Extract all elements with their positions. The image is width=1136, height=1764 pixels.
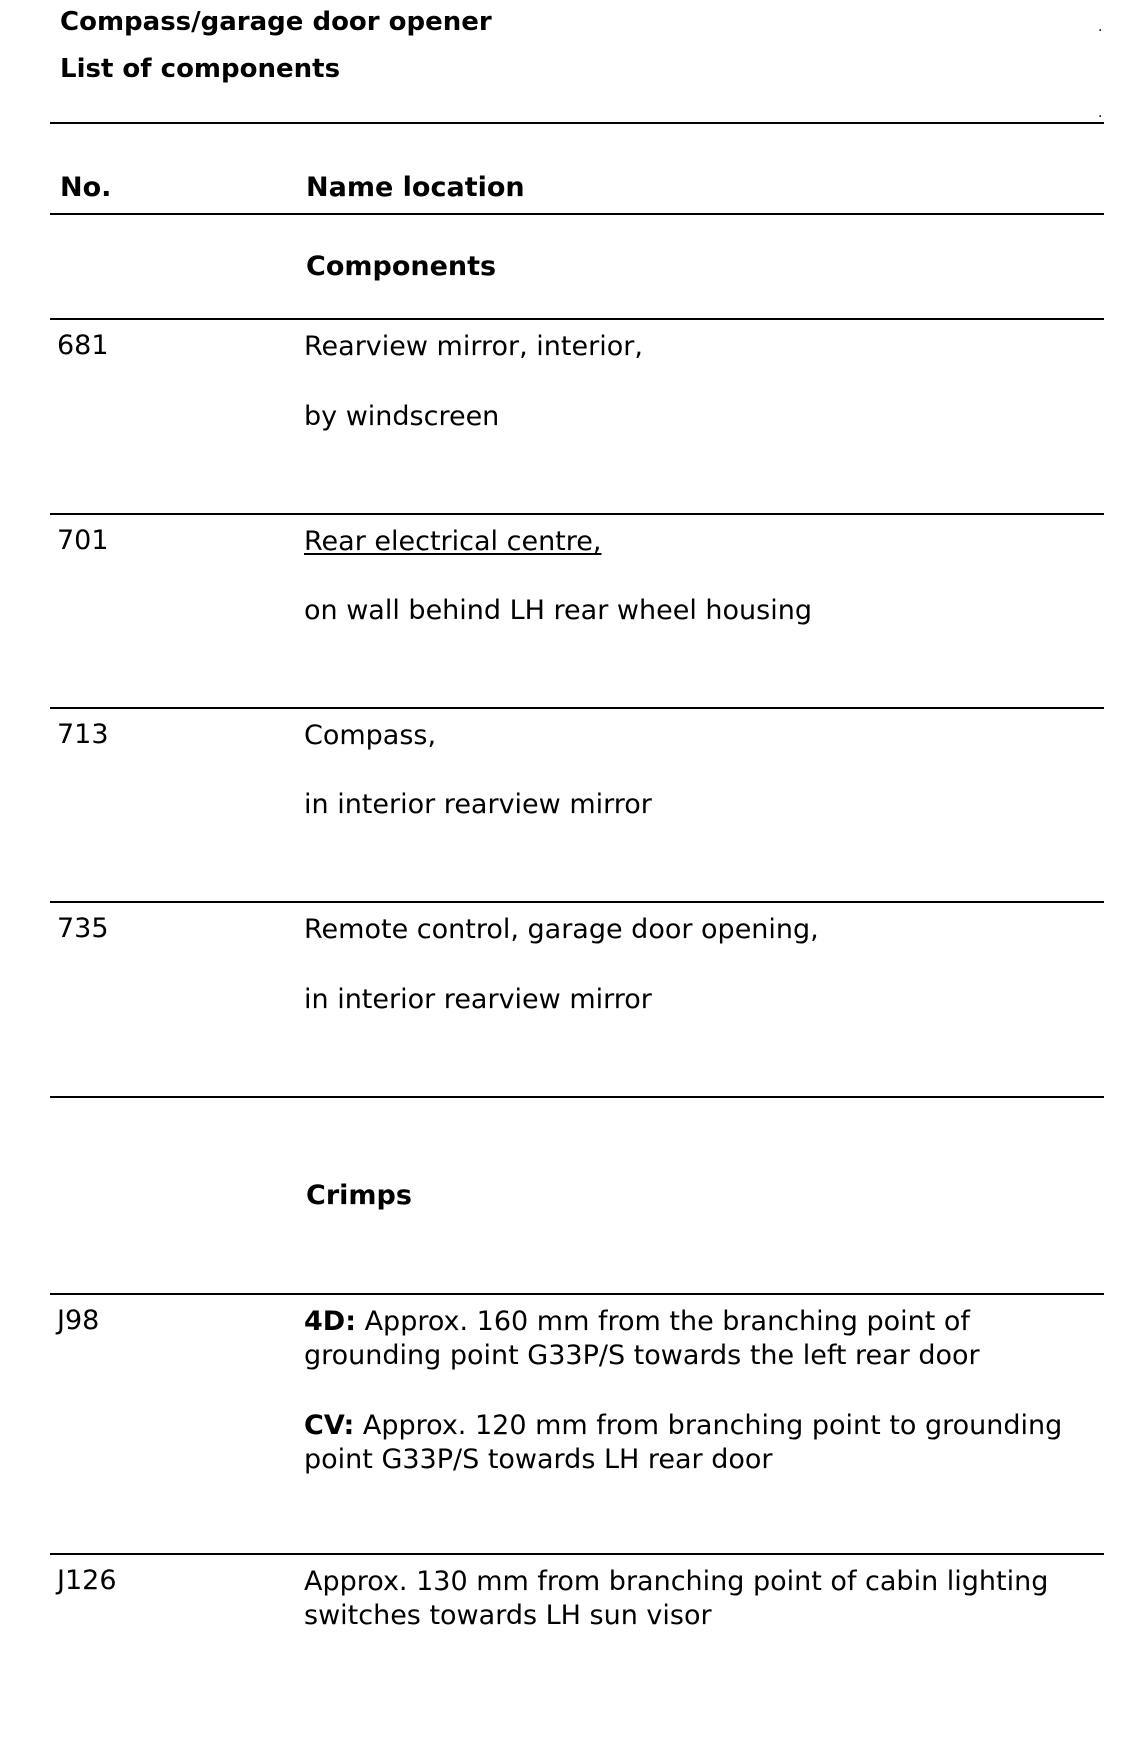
crimp-description-line1: Approx. 130 mm from branching point of cabin lighting (304, 1566, 1049, 1597)
row-divider (50, 318, 1104, 320)
row-divider (50, 901, 1104, 903)
component-number: 735 (57, 913, 109, 944)
component-number: 701 (57, 525, 109, 556)
row-divider (50, 1553, 1104, 1555)
section-title-components: Components (306, 251, 497, 282)
crimp-description-line2: switches towards LH sun visor (304, 1600, 712, 1631)
header-divider (50, 122, 1104, 124)
crimp-variant-4d-line1 (304, 1305, 970, 1338)
column-header-number: No. (60, 172, 112, 203)
crimp-variant-4d-line2: grounding point G33P/S towards the left rear door (304, 1340, 980, 1371)
component-name: Remote control, garage door opening, (304, 914, 819, 945)
component-name: Compass, (304, 720, 437, 751)
section-title-crimps: Crimps (306, 1180, 412, 1211)
component-location: in interior rearview mirror (304, 984, 652, 1015)
row-divider (50, 1293, 1104, 1295)
crimp-variant-cv-line1 (304, 1409, 1062, 1442)
corner-mark: . (1098, 105, 1103, 121)
document-title: Compass/garage door opener (60, 7, 492, 37)
crimp-variant-label: CV: (304, 1410, 355, 1441)
component-number: 681 (57, 330, 109, 361)
component-name-link[interactable]: Rear electrical centre, (304, 526, 602, 557)
crimp-number: J126 (57, 1565, 117, 1596)
corner-mark: . (1098, 19, 1103, 35)
section-divider (50, 1096, 1104, 1098)
component-name: Rearview mirror, interior, (304, 331, 643, 362)
row-divider (50, 707, 1104, 709)
crimp-variant-text: Approx. 120 mm from branching point to grounding (354, 1410, 1063, 1441)
component-location: by windscreen (304, 401, 500, 432)
crimp-number: J98 (57, 1305, 100, 1336)
crimp-variant-text: Approx. 160 mm from the branching point of (356, 1306, 970, 1337)
column-header-divider (50, 213, 1104, 215)
document-subtitle: List of components (60, 54, 341, 84)
component-number: 713 (57, 719, 109, 750)
row-divider (50, 513, 1104, 515)
crimp-variant-label: 4D: (304, 1306, 356, 1337)
component-location: in interior rearview mirror (304, 789, 652, 820)
column-header-name-location: Name location (306, 172, 525, 203)
component-location: on wall behind LH rear wheel housing (304, 595, 812, 626)
crimp-variant-cv-line2: point G33P/S towards LH rear door (304, 1444, 773, 1475)
